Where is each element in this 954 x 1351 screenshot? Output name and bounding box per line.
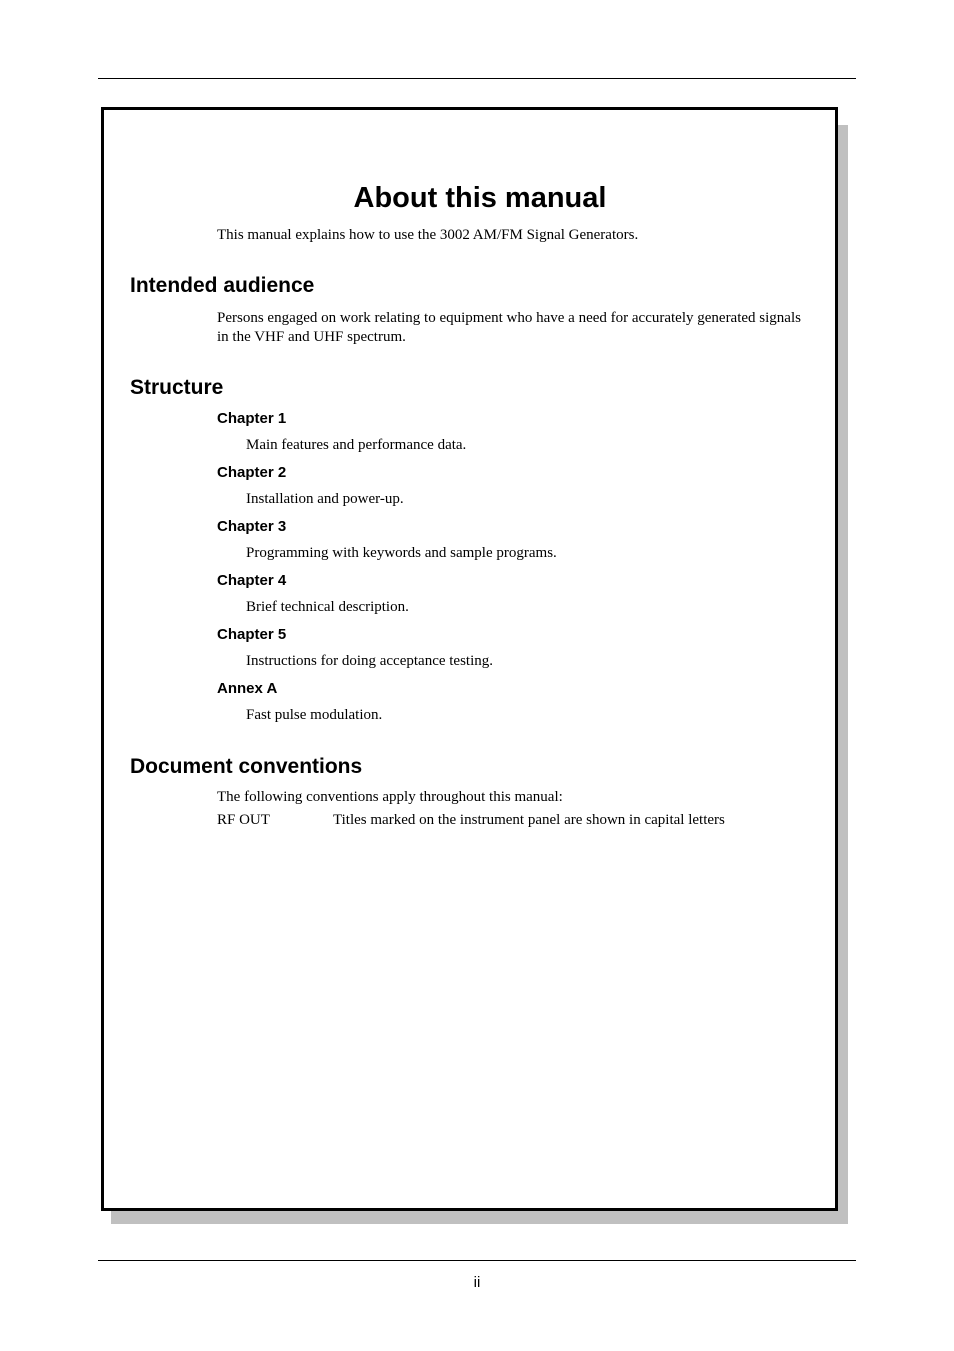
chapter-label: Chapter 4 xyxy=(217,572,287,589)
chapter-label: Chapter 1 xyxy=(217,410,287,427)
chapter-label: Chapter 5 xyxy=(217,626,287,643)
chapter-desc: Main features and performance data. xyxy=(246,437,467,453)
page-number: ii xyxy=(473,1274,481,1291)
chapter-label: Chapter 3 xyxy=(217,518,287,535)
convention-term: RF OUT xyxy=(217,812,270,828)
header-rule xyxy=(98,78,856,79)
annex-desc: Fast pulse modulation. xyxy=(246,707,383,723)
intro-text: This manual explains how to use the 3002 AM/FM Signal Generators. xyxy=(217,227,639,243)
chapter-desc: Instructions for doing acceptance testing. xyxy=(246,653,494,669)
heading-structure: Structure xyxy=(130,376,224,399)
audience-text: Persons engaged on work relating to equipment who have a need for accurately generated signals in the VHF and UHF spectrum. xyxy=(217,310,801,345)
chapter-desc: Programming with keywords and sample programs. xyxy=(246,545,557,561)
content-box xyxy=(101,107,838,1211)
page-title: About this manual xyxy=(353,182,607,214)
annex-label: Annex A xyxy=(217,680,278,697)
convention-definition: Titles marked on the instrument panel are shown in capital letters xyxy=(333,812,725,828)
chapter-desc: Brief technical description. xyxy=(246,599,409,615)
footer-rule xyxy=(98,1260,856,1261)
chapter-desc: Installation and power-up. xyxy=(246,491,404,507)
heading-intended-audience: Intended audience xyxy=(130,274,315,297)
conventions-intro: The following conventions apply throughout this manual: xyxy=(217,789,563,805)
chapter-label: Chapter 2 xyxy=(217,464,287,481)
heading-document-conventions: Document conventions xyxy=(130,755,363,778)
